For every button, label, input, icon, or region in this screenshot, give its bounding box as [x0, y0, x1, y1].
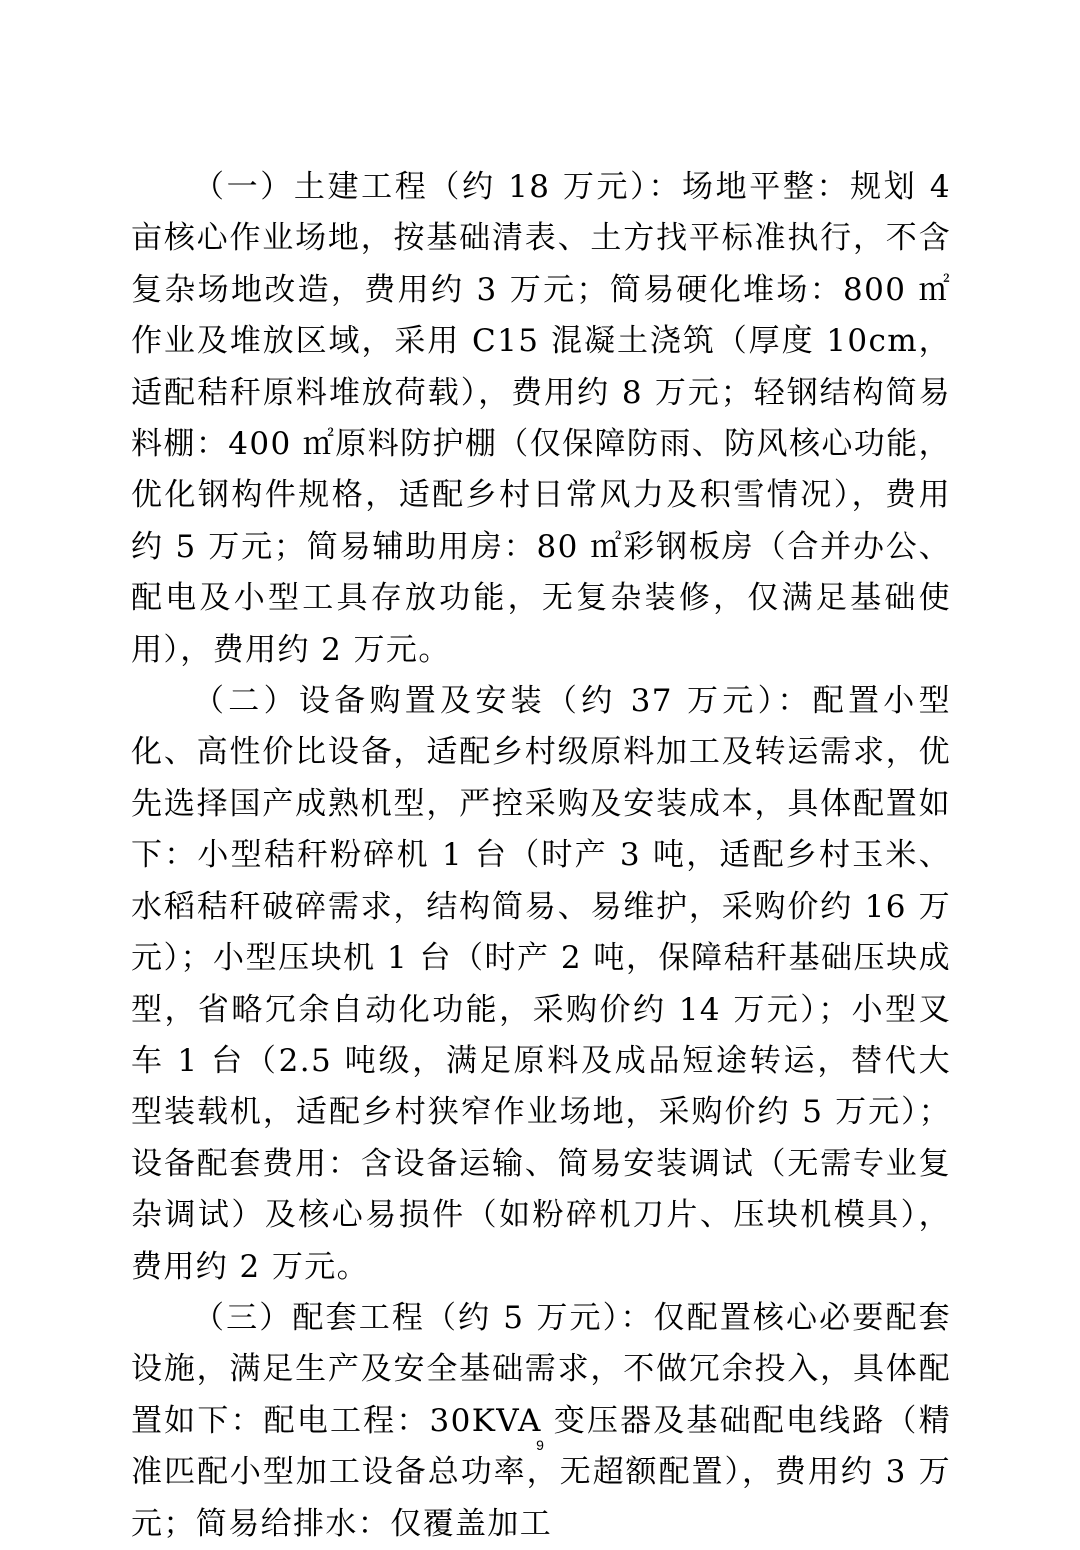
paragraph-supporting-works: （三）配套工程（约 5 万元）：仅配置核心必要配套设施，满足生产及安全基础需求，不做冗余投入，具体配置如下：配电工程：30KVA 变压器及基础配电线路（精准匹配小型加工设备总功率，无超额配置），费用约 3 万元；简易给排水：仅覆盖加工 [131, 1299, 951, 1542]
page-number: 9 [536, 1437, 544, 1453]
document-body [131, 162, 951, 1550]
paragraph-equipment-purchase: （二）设备购置及安装（约 37 万元）：配置小型化、高性价比设备，适配乡村级原料加工及转运需求，优先选择国产成熟机型，严控采购及安装成本，具体配置如下：小型秸秆粉碎机 1 台（时产 3 吨，适配乡村玉米、水稻秸秆破碎需求，结构简易、易维护，采购价约 16 万元）；小型压块机 1 台（时产 2 吨，保障秸秆基础压块成型，省略冗余自动化功能，采购价约 14 万元）；小型叉车 1 台（2.5 吨级，满足原料及成品短途转运，替代大型装载机，适配乡村狭窄作业场地，采购价约 5 万元）；设备配套费用：含设备运输、简易安装调试（无需专业复杂调试）及核心易损件（如粉碎机刀片、压块机模具），费用约 2 万元。 [131, 683, 951, 1285]
paragraph-civil-engineering: （一）土建工程（约 18 万元）：场地平整：规划 4 亩核心作业场地，按基础清表、土方找平标准执行，不含复杂场地改造，费用约 3 万元；简易硬化堆场：800 ㎡作业及堆放区域，采用 C15 混凝土浇筑（厚度 10cm，适配秸秆原料堆放荷载），费用约 8 万元；轻钢结构简易料棚：400 ㎡原料防护棚（仅保障防雨、防风核心功能，优化钢构件规格，适配乡村日常风力及积雪情况），费用约 5 万元；简易辅助用房：80 ㎡彩钢板房（合并办公、配电及小型工具存放功能，无复杂装修，仅满足基础使用），费用约 2 万元。 [131, 169, 951, 668]
